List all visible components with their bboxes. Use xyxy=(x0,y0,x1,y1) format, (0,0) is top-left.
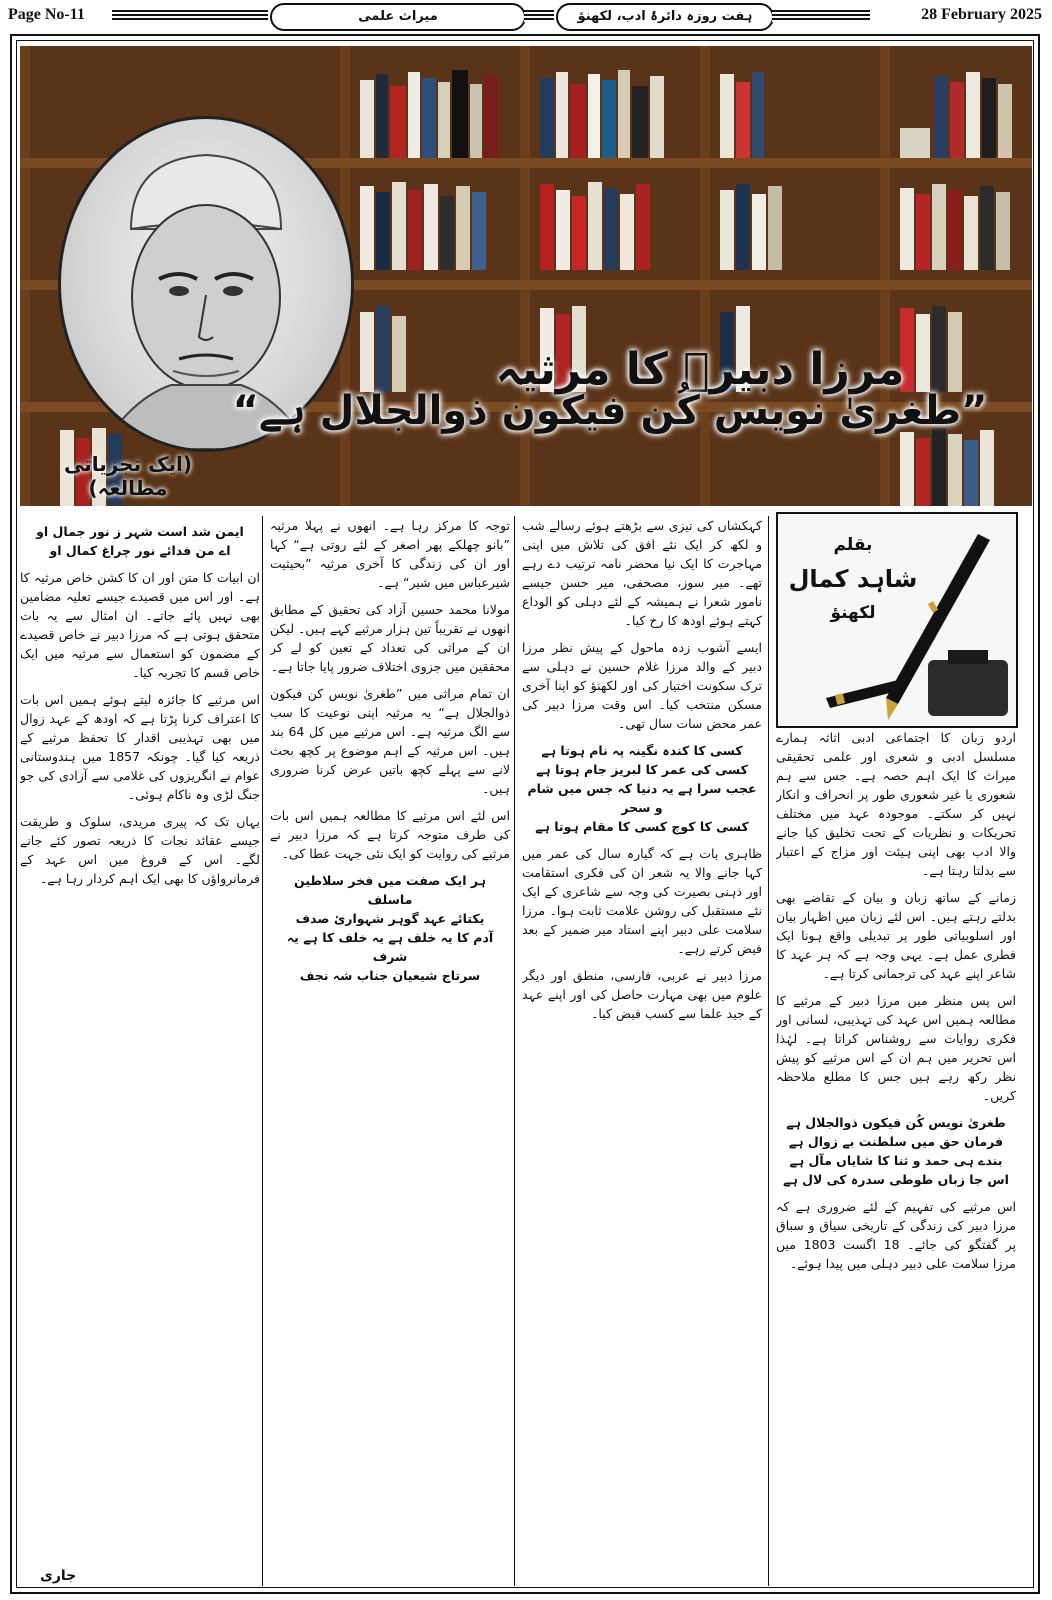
section-title: میراث علمی xyxy=(270,3,526,31)
verse-line: کسی کا کوچ کسی کا مقام ہوتا ہے xyxy=(535,819,749,834)
verse-block xyxy=(522,741,762,836)
verse-line: کسی کا کندہ نگینہ پہ نام ہوتا ہے xyxy=(541,743,743,758)
verse-line: ایمن شد است شہر ز نور جمال او xyxy=(36,524,244,539)
page-header xyxy=(0,0,1052,32)
paragraph: اس لئے اس مرثیے کا مطالعہ ہمیں اس بات کی طرف متوجہ کرتا ہے کہ مرزا دبیر نے مرثیے کی روایت کو ایک نئی جہت عطا کی۔ xyxy=(270,808,510,861)
verse-line: اے من فدائے نور چراغ کمال او xyxy=(49,543,231,558)
paragraph: توجہ کا مرکز رہا ہے۔ انھوں نے پہلا مرثیہ ”بانو چھلکے پھر اصغر کے لئے روتی ہے“ کہا اور ان کی زندگی کا آخری مرثیہ ”بحیثیت شیرعباس میں شیر“ ہے۔ xyxy=(270,518,510,590)
paragraph: مرزا دبیر نے عربی، فارسی، منطق اور دیگر علوم میں بھی مہارت حاصل کی اور اپنے عہد کے جید علما سے کسب فیض کیا۔ xyxy=(522,968,762,1021)
verse-line: بندے ہی حمد و ثنا کا شایاں مآل ہے xyxy=(789,1153,1003,1168)
continued-label: جاری xyxy=(40,1568,77,1584)
paragraph: مولانا محمد حسین آزاد کی تحقیق کے مطابق انھوں نے تقریباً تین ہزار مرثیے کہے ہیں۔ لیکن ان کے مراثی کی تعداد کے تعین کو لے کر محققین میں جزوی اختلاف ضرور پایا جاتا ہے۔ xyxy=(270,602,510,674)
header-stripes-middle xyxy=(524,10,554,22)
paragraph: کہکشاں کی تیزی سے بڑھتے ہوئے رسالے شب و لکھ کر ایک نئے افق کی تلاش میں اپنی مہاجرت کا ایک نیا محضر نامہ ترتیب دے رہے تھے۔ میر سوز، مصحفی، میر حسن جیسے نامور شعرا نے ہمیشہ کے لئے دہلی کو الوداع کہتے ہوئے اودھ کا رخ کیا۔ xyxy=(522,518,762,628)
verse-line: کسی کی عمر کا لبریز جام ہوتا ہے xyxy=(536,762,748,777)
author-name: شاہد کمال xyxy=(788,565,918,593)
paragraph: اس پس منظر میں مرزا دبیر کے مرثیے کا مطالعہ ہمیں اس عہد کی تہذیبی، لسانی اور فکری روایات سے روشناس کراتا ہے۔ لہٰذا اس تحریر میں ہم ان کے اس مرثیے کو پیش نظر رکھ رہے ہیں جس کا مطلع ملاحظہ کریں۔ xyxy=(776,993,1016,1103)
verse-line: یکتائے عہد گوہر شہوارئ صدف xyxy=(295,911,485,926)
article-subtitle: (ایک تجزیاتی مطالعہ) xyxy=(63,452,193,500)
verse-block xyxy=(776,1113,1016,1189)
paragraph: اس مرثیے کا جائزہ لیتے ہوئے ہمیں اس بات کا اعتراف کرنا پڑتا ہے کہ اودھ کے عہد زوال میں بھی تہذیبی اقدار کا تحفظ مرثیے کے ذریعہ کیا گیا۔ چونکہ 1857 میں ہندوستانی عوام نے انگریزوں کی غلامی سے آزادی کی جو جنگ لڑی وہ ناکام ہوئی۔ xyxy=(20,692,260,802)
verse-line: سرتاج شیعیان جناب شہ نجف xyxy=(299,968,481,983)
paragraph: ان ابیات کا متن اور ان کا کشن خاص مرثیہ کا ہے۔ اور اس میں قصیدے جیسے تعلیہ مضامین بھی نہیں پائے جاتے۔ ان امثال سے یہ بات متحقق ہوتی ہے کہ مرزا دبیر نے خاص قصیدے کے مضمون کو استعمال سے مرثیہ میں ایک خاص قسم کا تجربہ کیا۔ xyxy=(20,570,260,680)
column-rule xyxy=(768,516,769,1586)
verse-line: ہر ایک صفت میں فخر سلاطین ماسلف xyxy=(294,873,486,907)
byline-prefix: بقلم xyxy=(833,535,873,555)
issue-date: 28 February 2025 xyxy=(921,6,1042,23)
page-number: Page No-11 xyxy=(8,6,85,23)
verse-line: عجب سرا ہے یہ دنیا کہ جس میں شام و سحر xyxy=(527,781,757,815)
paragraph: اس مرثیے کی تفہیم کے لئے ضروری ہے کہ مرزا دبیر کی زندگی کے تاریخی سیاق و سباق پر گفتگو کی جائے۔ 18 اگست 1803 میں مرزا سلامت علی دبیر دہلی میں پیدا ہوئے۔ xyxy=(776,1199,1016,1271)
article-column-3 xyxy=(270,516,510,1586)
article-column-4 xyxy=(20,516,260,1586)
paragraph: ایسے آشوب زدہ ماحول کے پیش نظر مرزا دبیر کے والد مرزا غلام حسین نے دہلی سے ترک سکونت اختیار کی اور لکھنؤ کو اپنا آخری مسکن منتخب کیا۔ اس وقت مرزا دبیر کی عمر محض سات سال تھی۔ xyxy=(522,640,762,731)
byline-text xyxy=(788,528,918,630)
verse-line: فرمان حق میں سلطنت بے زوال ہے xyxy=(788,1134,1004,1149)
article-column-1 xyxy=(776,728,1016,1586)
header-stripes-right xyxy=(772,10,870,22)
header-stripes-left xyxy=(112,10,268,22)
verse-line: طغریٰ نویس کُن فیکون ذوالجلال ہے xyxy=(786,1115,1006,1130)
paragraph: اردو زبان کا اجتماعی ادبی اثاثہ ہمارے مسلسل ادبی و شعری اور علمی تحقیقی میراث کا ایک اہم حصہ ہے۔ جس سے ہم شعوری یا غیر شعوری طور پر انحراف و انکار نہیں کر سکتے۔ موجودہ عہد میں مختلف تحریکات و نظریات کے تحت تخلیق کیا جانے والا ادب بھی اپنی ہیئت اور مزاج کے اعتبار سے بدلتا رہتا ہے۔ xyxy=(776,730,1016,878)
paragraph: زمانے کے ساتھ زبان و بیان کے تقاضے بھی بدلتے رہتے ہیں۔ اس لئے زبان میں اظہار بیان اور اسلوبیاتی طور پر تبدیلی واقع ہونا ایک فطری عمل ہے۔ یہی وجہ ہے کہ ہر عہد کا شاعر اپنے عہد کی ترجمانی کرتا ہے۔ xyxy=(776,890,1016,981)
article-headline: ”طغریٰ نویس کُن فیکون ذوالجلال ہے“ xyxy=(232,388,988,434)
paragraph: ظاہری بات ہے کہ گیارہ سال کی عمر میں کہا جانے والا یہ شعر ان کی فکری استقامت اور ذہنی بصیرت کی وجہ سے شاعری کے ایک نئے مستقبل کی روشن علامت ثابت ہوا۔ مرزا سلامت علی دبیر اپنے استاد میر ضمیر کے بعد فیض کرتے رہے۔ xyxy=(522,846,762,956)
article-column-2 xyxy=(522,516,762,1586)
verse-block xyxy=(20,522,260,560)
paragraph: یہاں تک کہ پیری مریدی، سلوک و طریقت جیسے عقائد نجات کا ذریعہ تصور کئے جانے لگے۔ اس کے فروغ میں اس عہد کے فرمانرواؤں کا بھی ایک اہم کردار رہا ہے۔ xyxy=(20,814,260,886)
column-rule xyxy=(514,516,515,1586)
bookshelf-banner xyxy=(20,46,1032,506)
author-city: لکھنؤ xyxy=(830,603,876,623)
verse-line: آدم کا یہ خلف ہے یہ خلف کا ہے یہ شرف xyxy=(286,930,494,964)
verse-block xyxy=(270,871,510,985)
column-rule xyxy=(262,516,263,1586)
publication-name: ہفت روزہ دائرۂ ادب، لکھنؤ xyxy=(556,3,774,31)
verse-line: اس جا زباں طوطی سدرہ کی لال ہے xyxy=(783,1172,1009,1187)
article-title: مرزا دبیرؔ کا مرثیہ xyxy=(495,344,905,395)
paragraph: ان تمام مراثی میں ”طغریٰ نویس کن فیکون ذوالجلال ہے“ یہ مرثیہ اپنی نوعیت کا سب سے الگ مرثیہ ہے۔ اس مرثیے میں کل 64 بند ہیں۔ اس مرثیہ کے اہم موضوع پر کچھ بحث لانے سے پہلے کچھ باتیں عرض کرنا ضروری ہیں۔ xyxy=(270,686,510,796)
author-byline xyxy=(776,512,1018,728)
